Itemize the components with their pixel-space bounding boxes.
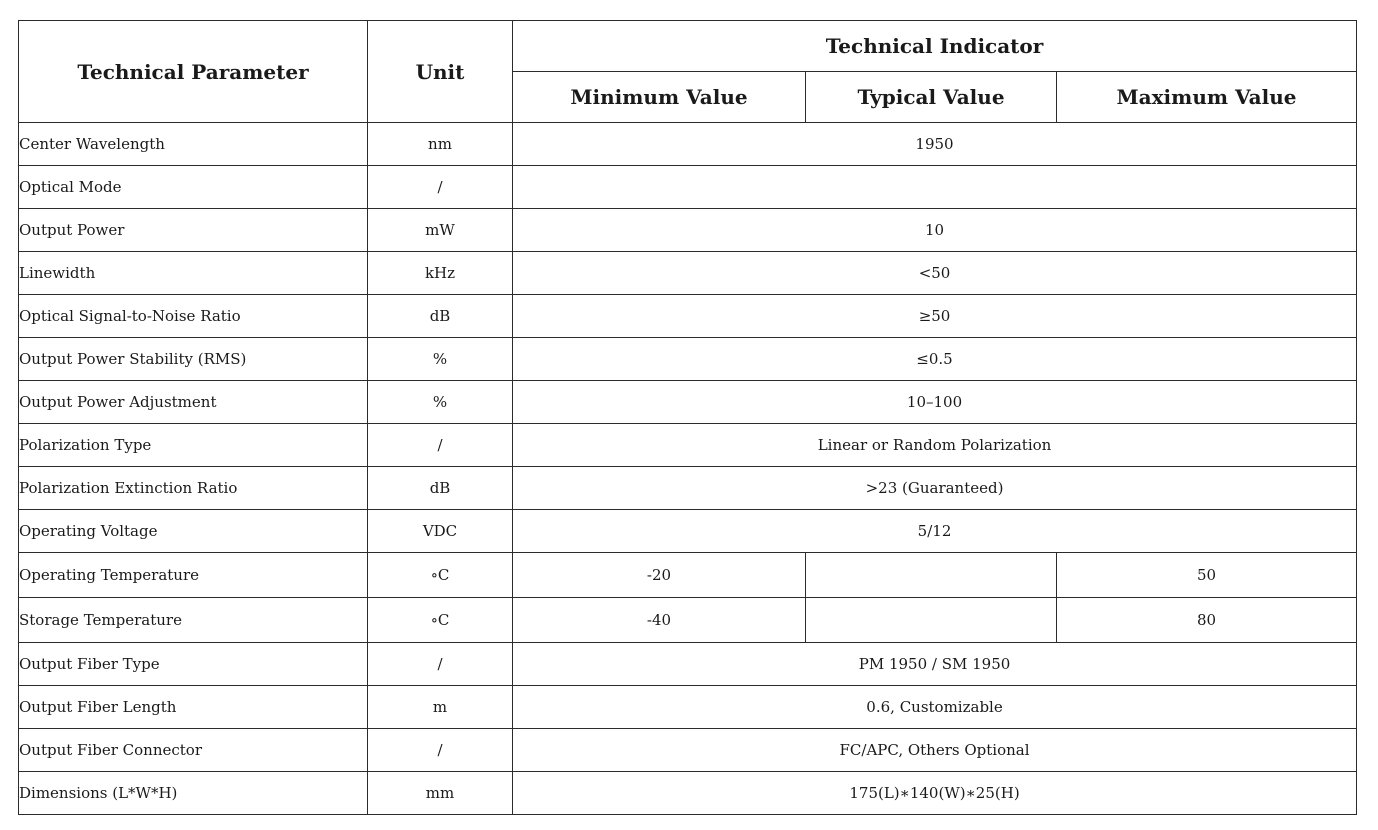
header-indicator: Technical Indicator (513, 21, 1357, 72)
min-cell: -40 (513, 598, 806, 643)
param-cell: Operating Voltage (19, 510, 368, 553)
unit-cell: nm (368, 123, 513, 166)
header-max: Maximum Value (1057, 72, 1357, 123)
unit-cell: VDC (368, 510, 513, 553)
param-cell: Output Fiber Connector (19, 729, 368, 772)
unit-cell: / (368, 424, 513, 467)
unit-cell: mW (368, 209, 513, 252)
table-row (19, 252, 1357, 295)
max-cell: 80 (1057, 598, 1357, 643)
table-row (19, 510, 1357, 553)
value-cell: 10–100 (513, 381, 1357, 424)
value-cell: 175(L)∗140(W)∗25(H) (513, 772, 1357, 815)
header-parameter: Technical Parameter (19, 21, 368, 123)
unit-cell: dB (368, 295, 513, 338)
table-row (19, 772, 1357, 815)
unit-cell: / (368, 729, 513, 772)
param-cell: Dimensions (L*W*H) (19, 772, 368, 815)
table-row (19, 338, 1357, 381)
unit-cell: / (368, 166, 513, 209)
table-row (19, 729, 1357, 772)
param-cell: Linewidth (19, 252, 368, 295)
value-cell: 1950 (513, 123, 1357, 166)
min-cell: -20 (513, 553, 806, 598)
table-row (19, 209, 1357, 252)
table-row (19, 467, 1357, 510)
table-row (19, 166, 1357, 209)
value-cell: 5/12 (513, 510, 1357, 553)
spec-table (18, 20, 1357, 815)
table-row (19, 123, 1357, 166)
value-cell: <50 (513, 252, 1357, 295)
table-row (19, 598, 1357, 643)
header-min: Minimum Value (513, 72, 806, 123)
param-cell: Operating Temperature (19, 553, 368, 598)
typ-cell (806, 598, 1057, 643)
unit-cell: kHz (368, 252, 513, 295)
value-cell: ≥50 (513, 295, 1357, 338)
unit-cell: % (368, 381, 513, 424)
unit-cell: ∘C (368, 553, 513, 598)
header-typ: Typical Value (806, 72, 1057, 123)
table-row (19, 686, 1357, 729)
param-cell: Output Power Adjustment (19, 381, 368, 424)
value-cell (513, 166, 1357, 209)
param-cell: Optical Signal-to-Noise Ratio (19, 295, 368, 338)
unit-cell: ∘C (368, 598, 513, 643)
param-cell: Storage Temperature (19, 598, 368, 643)
value-cell: Linear or Random Polarization (513, 424, 1357, 467)
table-row (19, 553, 1357, 598)
value-cell: 0.6, Customizable (513, 686, 1357, 729)
header-unit: Unit (368, 21, 513, 123)
value-cell: 10 (513, 209, 1357, 252)
unit-cell: dB (368, 467, 513, 510)
value-cell: >23 (Guaranteed) (513, 467, 1357, 510)
table-row (19, 295, 1357, 338)
param-cell: Output Power (19, 209, 368, 252)
value-cell: ≤0.5 (513, 338, 1357, 381)
value-cell: FC/APC, Others Optional (513, 729, 1357, 772)
param-cell: Output Fiber Length (19, 686, 368, 729)
param-cell: Polarization Type (19, 424, 368, 467)
max-cell: 50 (1057, 553, 1357, 598)
unit-cell: / (368, 643, 513, 686)
table-row (19, 381, 1357, 424)
unit-cell: % (368, 338, 513, 381)
table-row (19, 424, 1357, 467)
typ-cell (806, 553, 1057, 598)
unit-cell: mm (368, 772, 513, 815)
param-cell: Polarization Extinction Ratio (19, 467, 368, 510)
param-cell: Output Power Stability (RMS) (19, 338, 368, 381)
param-cell: Output Fiber Type (19, 643, 368, 686)
value-cell: PM 1950 / SM 1950 (513, 643, 1357, 686)
unit-cell: m (368, 686, 513, 729)
table-row (19, 643, 1357, 686)
header-row-1 (19, 21, 1357, 72)
param-cell: Optical Mode (19, 166, 368, 209)
param-cell: Center Wavelength (19, 123, 368, 166)
